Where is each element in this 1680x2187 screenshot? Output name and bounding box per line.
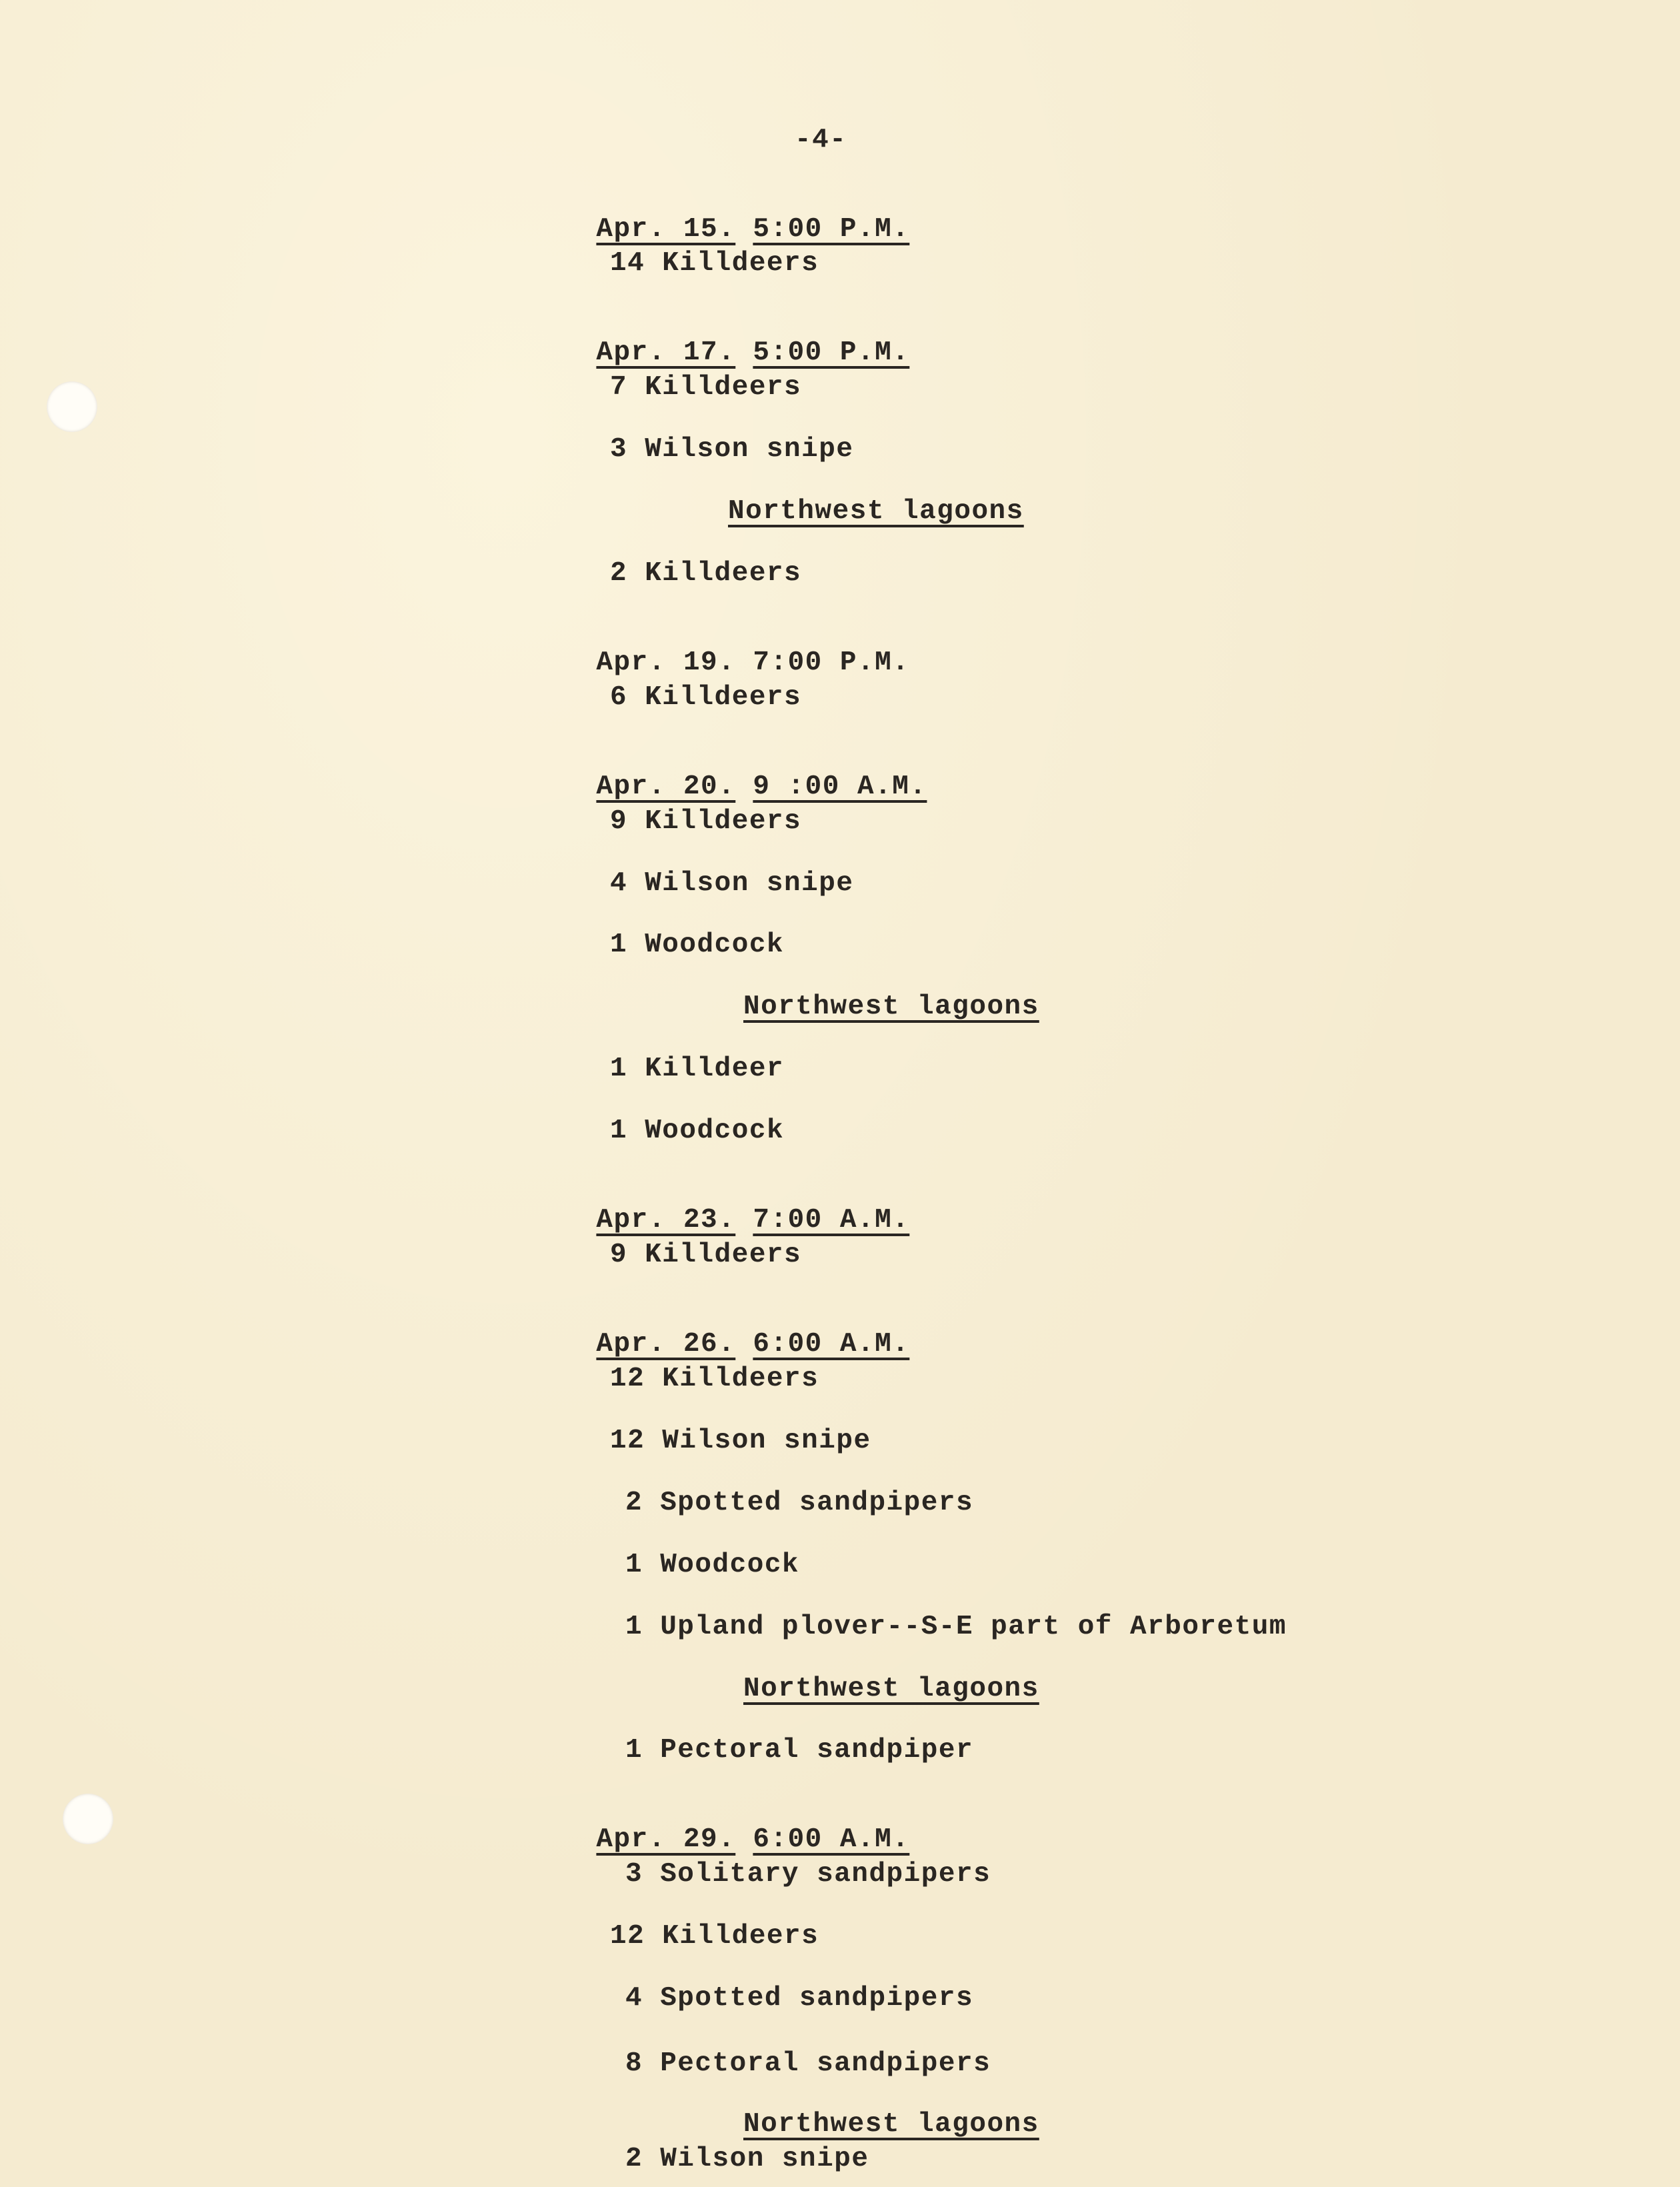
entry-time: 6:00 A.M.	[753, 1824, 910, 1855]
sighting-line: 2 Killdeers	[610, 558, 802, 589]
sighting-line: 12 Wilson snipe	[610, 1426, 871, 1456]
entry-date: Apr. 17.	[596, 337, 736, 368]
page-number: -4-	[795, 125, 847, 155]
entry-date: Apr. 23.	[596, 1205, 736, 1236]
sighting-line: 4 Wilson snipe	[610, 868, 854, 899]
sighting-line: 1 Woodcock	[610, 929, 785, 960]
typo-overstrike: k	[766, 1116, 785, 1146]
sighting-line: 3 Wilson snipe	[610, 434, 854, 465]
location-heading: Northwest lagoons	[743, 1674, 1039, 1704]
location-heading: Northwest lagoons	[743, 991, 1039, 1022]
sighting-line: 8 Pectoral sandpipers	[625, 2048, 991, 2079]
entry-date: Apr. 15.	[596, 214, 736, 245]
sighting-line: 1 Killdeer	[610, 1053, 785, 1084]
entry-date: Apr. 20.	[596, 771, 736, 802]
sighting-line: 1 Upland plover--S-E part of Arboretum	[625, 1612, 1287, 1642]
location-heading: Northwest lagoons	[728, 496, 1024, 527]
punch-hole-top	[47, 381, 97, 432]
entry-time: 7:00 A.M.	[753, 1205, 910, 1236]
punch-hole-bottom	[63, 1794, 113, 1844]
sighting-line: 6 Killdeers	[610, 682, 802, 713]
entry-time: 7:00 P.M.	[753, 647, 910, 678]
entry-time: 6:00 A.M.	[753, 1329, 910, 1360]
sighting-line: 1 Woodcock	[625, 1550, 800, 1580]
sighting-line: 1 Pectoral sandpiper	[625, 1735, 974, 1766]
entry-time: 5:00 P.M.	[753, 337, 910, 368]
sighting-line: 12 Killdeers	[610, 1921, 819, 1952]
sighting-line: 2 Wilson snipe	[625, 2144, 869, 2174]
entry-time: 9 :00 A.M.	[753, 771, 927, 802]
sighting-line: 12 Killdeers	[610, 1364, 819, 1394]
sighting-text: 1 Woodcoc	[610, 1116, 767, 1146]
entry-date: Apr. 19.	[596, 647, 736, 678]
entry-date: Apr. 29.	[596, 1824, 736, 1855]
sighting-line: 3 Solitary sandpipers	[625, 1859, 991, 1890]
entry-date: Apr. 26.	[596, 1329, 736, 1360]
sighting-line: 9 Killdeers	[610, 806, 802, 837]
sighting-line	[610, 1118, 784, 1145]
sighting-line: 4 Spotted sandpipers	[625, 1983, 974, 2014]
sighting-line: 2 Spotted sandpipers	[625, 1488, 974, 1518]
sighting-line: 7 Killdeers	[610, 372, 802, 403]
sighting-line: 9 Killdeers	[610, 1240, 802, 1270]
location-heading: Northwest lagoons	[743, 2109, 1039, 2140]
sighting-line: 14 Killdeers	[610, 248, 819, 279]
entry-time: 5:00 P.M.	[753, 214, 910, 245]
